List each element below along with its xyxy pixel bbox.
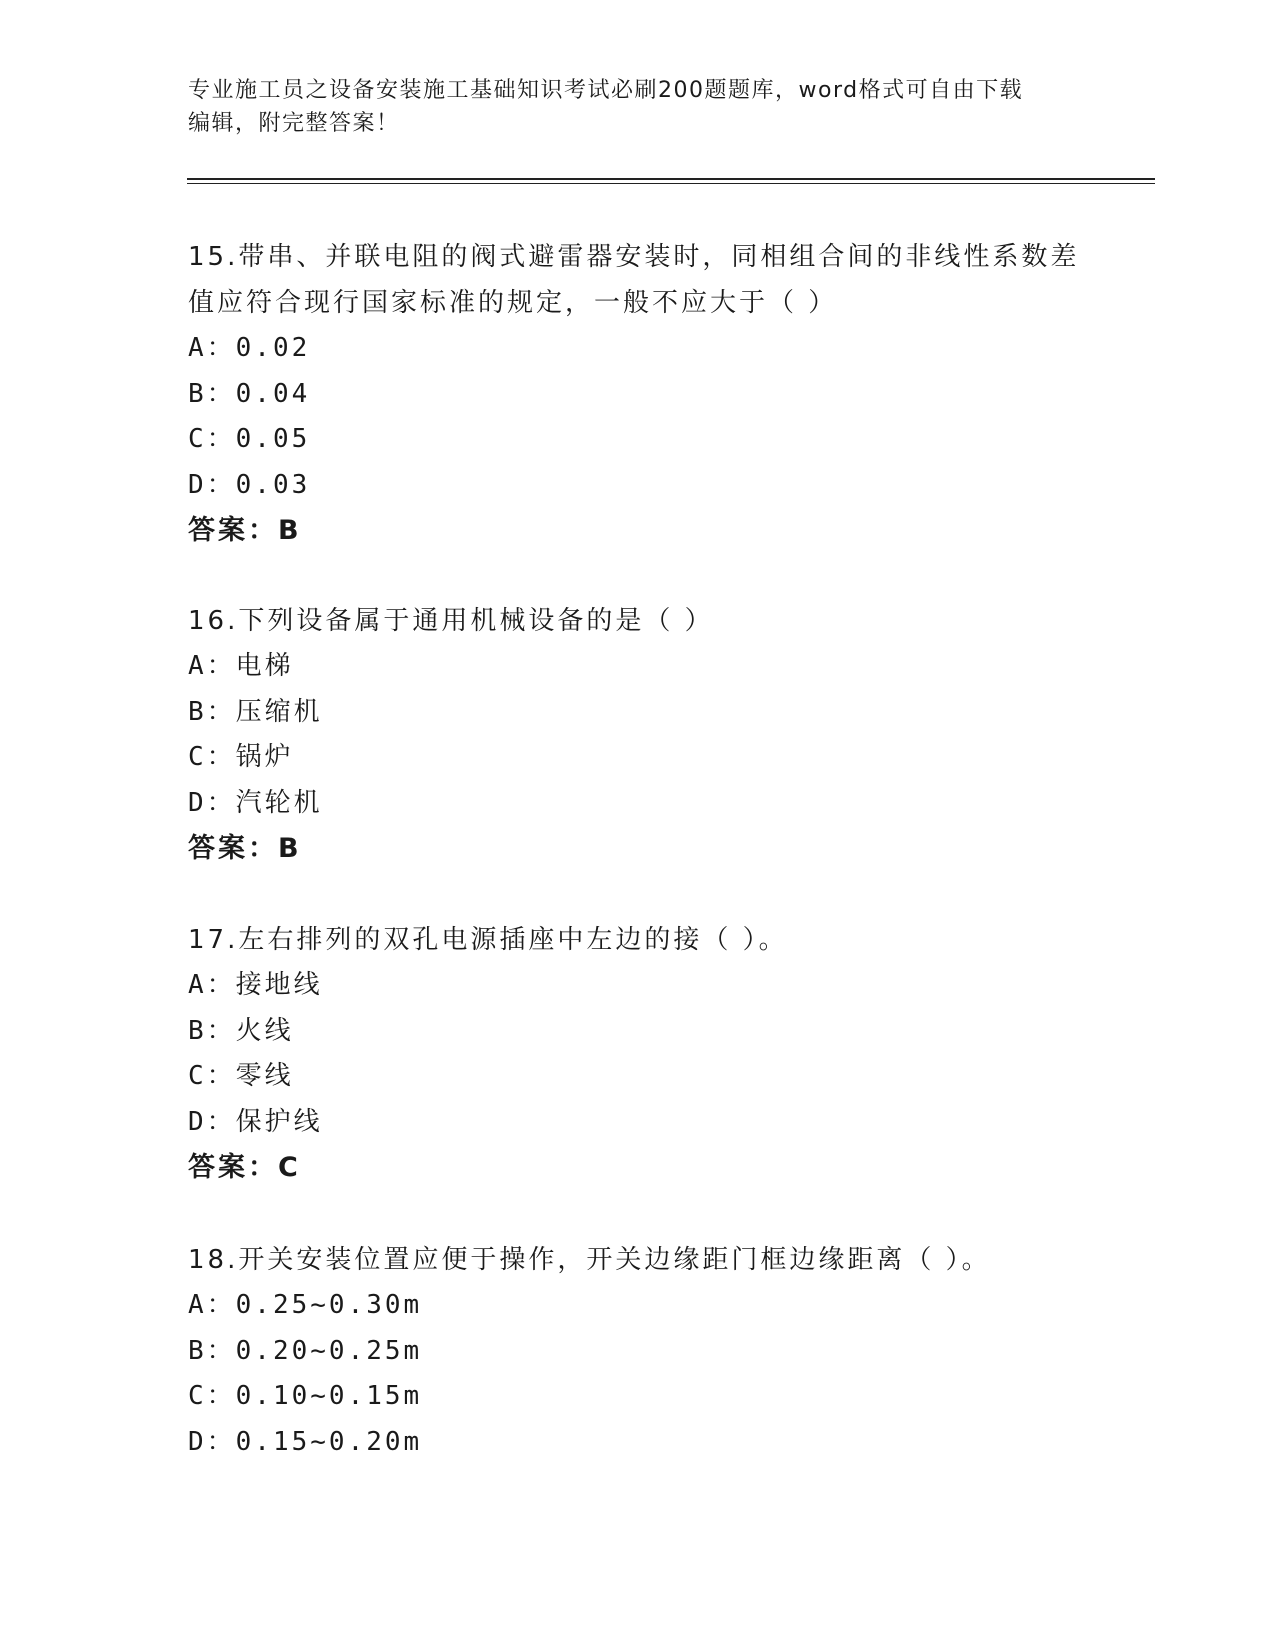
question-text-line-1: 18.开关安装位置应便于操作，开关边缘距门框边缘距离（ ）。: [188, 1245, 991, 1275]
question-18: [188, 1237, 1088, 1465]
header-divider-thin: [187, 183, 1155, 184]
option-c: C：锅炉: [188, 742, 294, 772]
question-16: [188, 598, 1088, 872]
option-a: A：0.02: [188, 333, 311, 363]
option-a: A：接地线: [188, 970, 323, 1000]
question-text-line-1: 17.左右排列的双孔电源插座中左边的接（ ）。: [188, 925, 788, 955]
option-d: D：保护线: [188, 1106, 323, 1137]
document-header: [188, 74, 1088, 140]
question-15: [188, 234, 1088, 554]
question-text-line-1: 15.带串、并联电阻的阀式避雷器安装时，同相组合间的非线性系数差: [188, 242, 1080, 272]
answer-line: 答案：B: [188, 515, 302, 546]
question-text-line-1: 16.下列设备属于通用机械设备的是（ ）: [188, 606, 714, 636]
question-17: [188, 917, 1088, 1191]
option-b: B：火线: [188, 1015, 294, 1046]
header-line-2: 编辑，附完整答案！: [188, 111, 400, 136]
answer-line: 答案：B: [188, 833, 302, 864]
option-c: C：0.10~0.15m: [188, 1381, 423, 1411]
option-a: A：电梯: [188, 651, 294, 681]
option-b: B：0.20~0.25m: [188, 1335, 423, 1366]
option-d: D：汽轮机: [188, 787, 323, 818]
option-b: B：压缩机: [188, 696, 323, 727]
answer-line: 答案：C: [188, 1152, 301, 1183]
question-text-line-2: 值应符合现行国家标准的规定，一般不应大于（ ）: [188, 288, 838, 318]
option-c: C：零线: [188, 1061, 294, 1091]
option-c: C：0.05: [188, 424, 311, 454]
option-d: D：0.03: [188, 469, 311, 500]
header-divider-thick: [187, 178, 1155, 180]
header-line-1: 专业施工员之设备安装施工基础知识考试必刷200题题库，word格式可自由下载: [188, 78, 1024, 103]
option-a: A：0.25~0.30m: [188, 1290, 423, 1320]
option-b: B：0.04: [188, 378, 311, 409]
option-d: D：0.15~0.20m: [188, 1426, 423, 1457]
